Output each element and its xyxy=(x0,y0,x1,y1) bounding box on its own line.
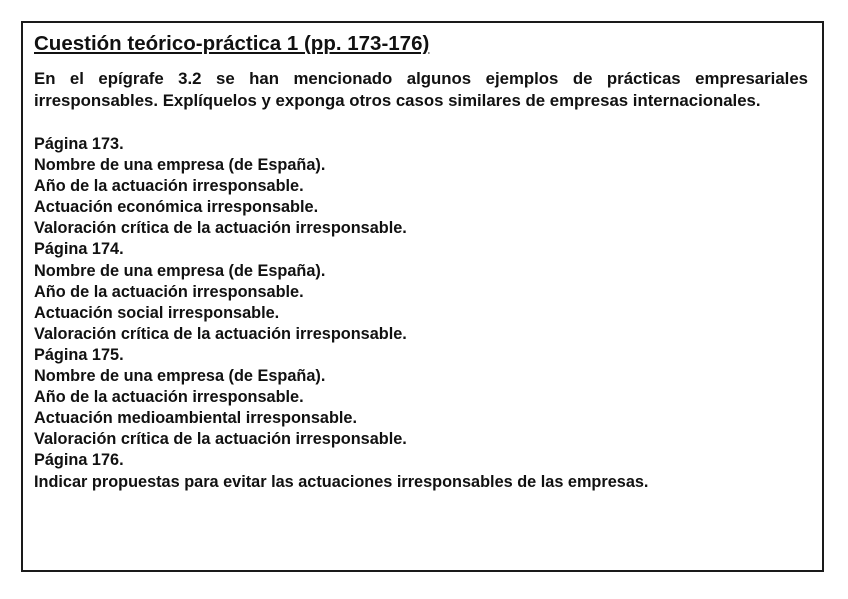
list-item: Actuación económica irresponsable. xyxy=(34,198,319,217)
page-heading: Página 176. xyxy=(34,451,124,470)
task-list xyxy=(34,134,810,493)
list-item: Actuación medioambiental irresponsable. xyxy=(34,409,357,428)
list-item: Año de la actuación irresponsable. xyxy=(34,388,304,407)
list-item: Actuación social irresponsable. xyxy=(34,303,280,322)
list-item: Valoración crítica de la actuación irresponsable. xyxy=(34,219,407,238)
question-box xyxy=(21,21,824,572)
list-item: Nombre de una empresa (de España). xyxy=(34,367,326,386)
list-item: Año de la actuación irresponsable. xyxy=(34,177,304,196)
page-heading: Página 175. xyxy=(34,345,124,364)
list-item: Año de la actuación irresponsable. xyxy=(34,282,304,301)
list-item: Valoración crítica de la actuación irresponsable. xyxy=(34,430,407,449)
question-intro: En el epígrafe 3.2 se han mencionado algunos ejemplos de prácticas empresariales irresponsables. Explíquelos y exponga otros casos similares de empresas internacionales. xyxy=(34,69,808,110)
question-title: Cuestión teórico-práctica 1 (pp. 173-176) xyxy=(34,32,430,55)
list-item: Nombre de una empresa (de España). xyxy=(34,156,326,175)
list-item: Valoración crítica de la actuación irresponsable. xyxy=(34,324,407,343)
list-item: Indicar propuestas para evitar las actuaciones irresponsables de las empresas. xyxy=(34,472,649,491)
list-item: Nombre de una empresa (de España). xyxy=(34,261,326,280)
page-heading: Página 173. xyxy=(34,135,124,153)
page-heading: Página 174. xyxy=(34,240,124,259)
